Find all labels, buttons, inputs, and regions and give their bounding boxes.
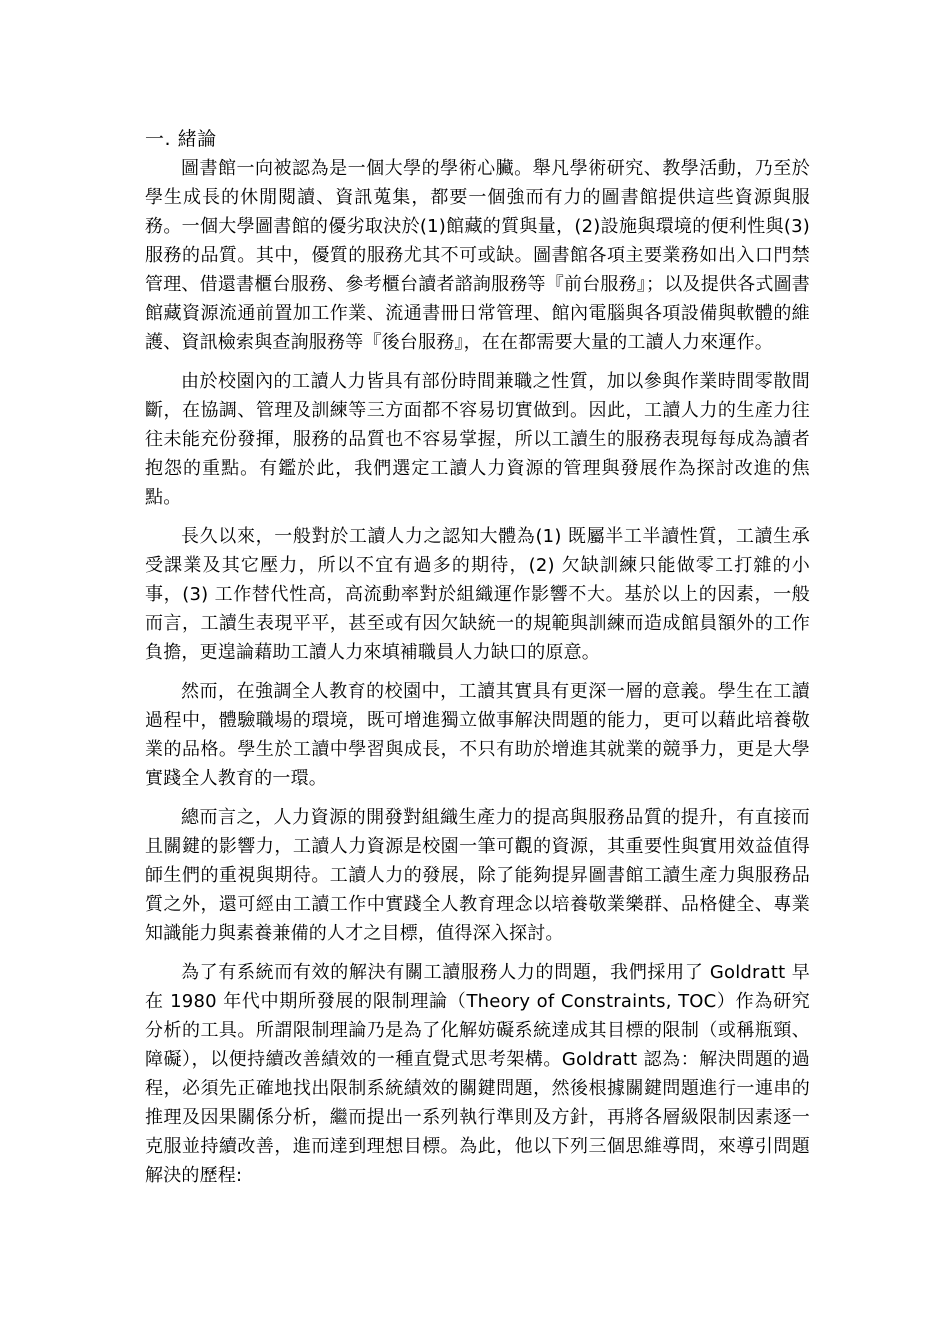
paragraph-4: 然而，在強調全人教育的校園中，工讀其實具有更深一層的意義。學生在工讀過程中，體驗職場的環境，既可增進獨立做事解決問題的能力，更可以藉此培養敬業的品格。學生於工讀中學習與成長，不只有助於增進其就業的競爭力，更是大學實踐全人教育的一環。 [145, 681, 810, 789]
paragraph-2: 由於校園內的工讀人力皆具有部份時間兼職之性質，加以參與作業時間零散間斷，在協調、管理及訓練等三方面都不容易切實做到。因此，工讀人力的生產力往往未能充份發揮，服務的品質也不容易掌握，所以工讀生的服務表現每每成為讀者抱怨的重點。有鑑於此，我們選定工讀人力資源的管理與發展作為探討改進的焦點。 [145, 371, 810, 508]
paragraph-1: 圖書館一向被認為是一個大學的學術心臟。舉凡學術研究、教學活動，乃至於學生成長的休閒閱讀、資訊蒐集，都要一個強而有力的圖書館提供這些資源與服務。一個大學圖書館的優劣取決於(1)館藏的質與量，(2)設施與環境的便利性與(3)服務的品質。其中，優質的服務尤其不可或缺。圖書館各項主要業務如出入口門禁管理、借還書櫃台服務、參考櫃台讀者諮詢服務等『前台服務』；以及提供各式圖書館藏資源流通前置加工作業、流通書冊日常管理、館內電腦與各項設備與軟體的維護、資訊檢索與查詢服務等『後台服務』，在在都需要大量的工讀人力來運作。 [145, 158, 810, 353]
paragraph-6: 為了有系統而有效的解決有關工讀服務人力的問題，我們採用了 Goldratt 早在 1980 年代中期所發展的限制理論（Theory of Constraints, TOC）作為研究分析的工具。所謂限制理論乃是為了化解妨礙系統達成其目標的限制（或稱瓶頸、障礙），以便持續改善績效的一種直覺式思考架構。Goldratt 認為：解決問題的過程，必須先正確地找出限制系統績效的關鍵問題，然後根據關鍵問題進行一連串的推理及因果關係分析，繼而提出一系列執行準則及方針，再將各層級限制因素逐一克服並持續改善，進而達到理想目標。為此，他以下列三個思維導問，來導引問題解決的歷程: [145, 962, 810, 1186]
paragraph-5: 總而言之，人力資源的開發對組織生產力的提高與服務品質的提升，有直接而且關鍵的影響力，工讀人力資源是校園一筆可觀的資源，其重要性與實用效益值得師生們的重視與期待。工讀人力的發展，除了能夠提昇圖書館工讀生產力與服務品質之外，還可經由工讀工作中實踐全人教育理念以培養敬業樂群、品格健全、專業知識能力與素養兼備的人才之目標，值得深入探討。 [145, 807, 810, 944]
paragraph-3: 長久以來，一般對於工讀人力之認知大體為(1) 既屬半工半讀性質，工讀生承受課業及其它壓力，所以不宜有過多的期待，(2) 欠缺訓練只能做零工打雜的小事，(3) 工作替代性高，高流動率對於組織運作影響不大。基於以上的因素，一般而言，工讀生表現平平，甚至或有因欠缺統一的規範與訓練而造成館員額外的工作負擔，更遑論藉助工讀人力來填補職員人力缺口的原意。 [145, 526, 810, 663]
section-heading: 一. 緒論 [145, 128, 217, 150]
document-body [145, 124, 810, 1190]
